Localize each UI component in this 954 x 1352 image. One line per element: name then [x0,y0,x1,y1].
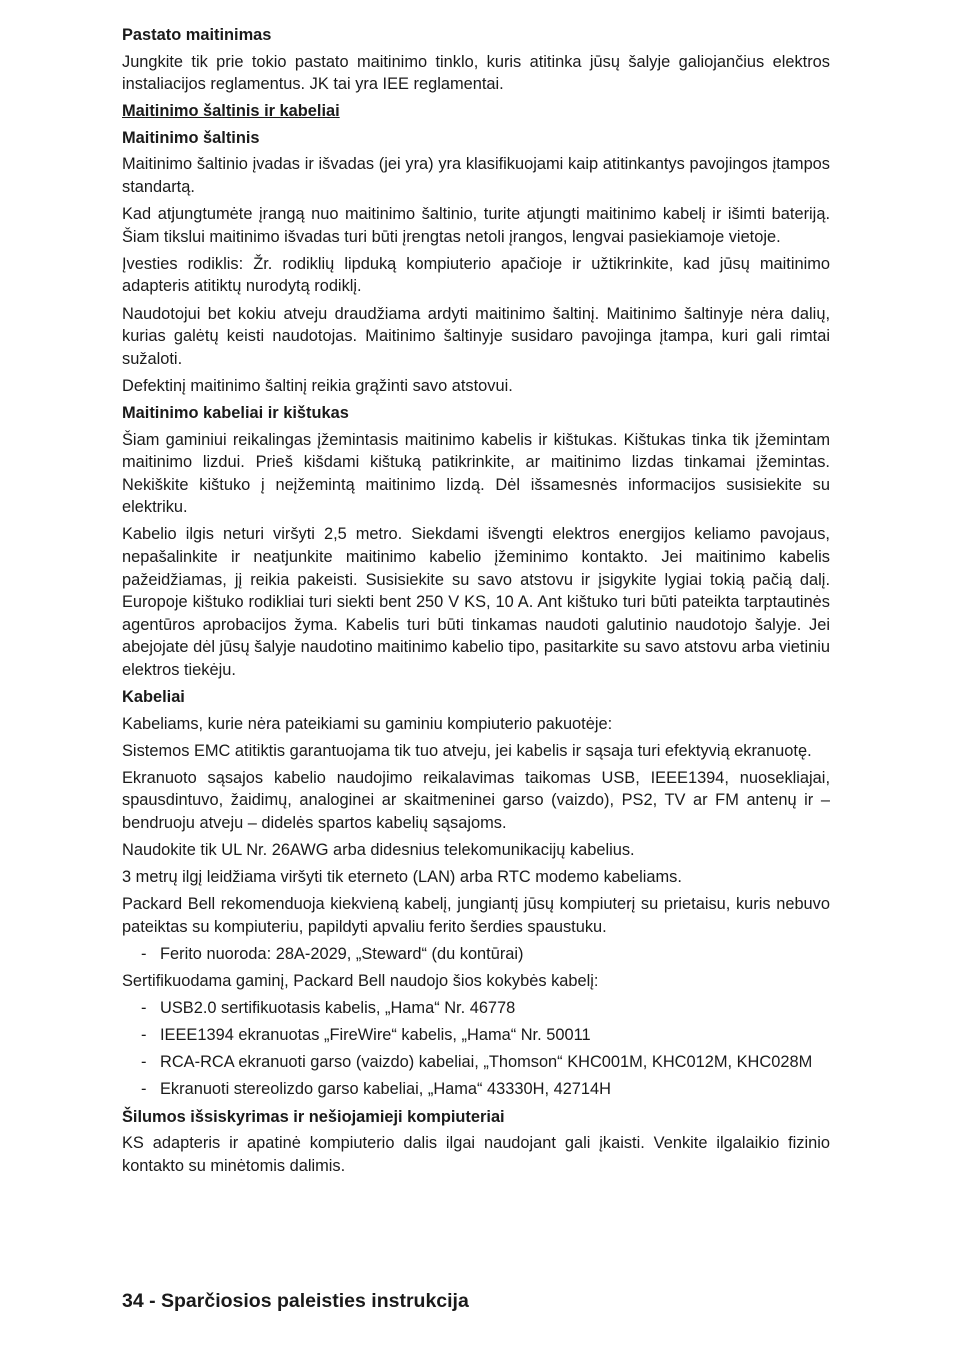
list-item: - RCA-RCA ekranuoti garso (vaizdo) kabeliai, „Thomson“ KHC001M, KHC012M, KHC028M [122,1051,830,1074]
paragraph: Kabeliams, kurie nėra pateikiami su gaminiu kompiuterio pakuotėje: [122,714,613,733]
paragraph: Packard Bell rekomenduoja kiekvieną kabelį, jungiantį jūsų kompiuterį su prietaisu, kuris nebuvo pateiktas su kompiuteriu, papildyti apvaliu ferito šerdies spaustuku. [122,895,830,936]
list-item: - Ferito nuoroda: 28A-2029, „Steward“ (du kontūrai) [122,943,830,966]
paragraph: Sertifikuodama gaminį, Packard Bell naudojo šios kokybės kabelį: [122,972,599,991]
section-heading: Pastato maitinimas [122,26,272,44]
list-item: - Ekranuoti stereolizdo garso kabeliai, „Hama“ 43330H, 42714H [122,1078,830,1101]
paragraph: KS adapteris ir apatinė kompiuterio dalis ilgai naudojant gali įkaisti. Venkite ilgalaikio fizinio kontakto su minėtomis dalimis. [122,1134,830,1175]
paragraph: Sistemos EMC atitiktis garantuojama tik tuo atveju, jei kabelis ir sąsaja turi efektyvią ekranuotę. [122,741,812,760]
paragraph: Defektinį maitinimo šaltinį reikia grąžinti savo atstovui. [122,376,513,395]
bullet-list [122,997,830,1101]
paragraph: Naudotojui bet kokiu atveju draudžiama ardyti maitinimo šaltinį. Maitinimo šaltinyje nėra dalių, kurias galėtų keisti naudotojas. Maitinimo šaltinyje susidaro pavojinga įtampa, kuri gali rimtai sužaloti. [122,304,830,368]
paragraph: 3 metrų ilgį leidžiama viršyti tik eterneto (LAN) arba RTC modemo kabeliams. [122,868,682,887]
paragraph: Jungkite tik prie tokio pastato maitinimo tinklo, kuris atitinka jūsų šalyje galiojančius elektros instaliacijos reglamentus. JK tai yra IEE reglamentai. [122,52,830,94]
page-footer: 34 - Sparčiosios paleisties instrukcija [122,1290,469,1312]
list-item: - IEEE1394 ekranuotas „FireWire“ kabelis, „Hama“ Nr. 50011 [122,1024,830,1047]
document-page [122,24,830,1182]
paragraph: Naudokite tik UL Nr. 26AWG arba didesnius telekomunikacijų kabelius. [122,841,635,860]
paragraph: Kabelio ilgis neturi viršyti 2,5 metro. Siekdami išvengti elektros energijos keliamo pavojaus, nepašalinkite ir neatjunkite maitinimo kabelio įžeminimo kontakto. Jei maitinimo kabelis pažeidžiamas, jį reikia pakeisti. Susisiekite su savo atstovu ir įsigykite lygiai tokią pačią dalį. Europoje kištuko rodikliai turi siekti bent 250 V KS, 10 A. Ant kištuko turi būti pateikta tarptautinės agentūros aprobacijos žyma. Kabelis turi būti tinkamas naudoti galutinio naudotojo šalyje. Jei abejojate dėl jūsų šalyje naudotino maitinimo kabelio tipo, pasitarkite su savo atstovu arba vietiniu elektros tiekėju. [122,525,830,679]
section-heading: Šilumos išsiskyrimas ir nešiojamieji kompiuteriai [122,1107,505,1126]
paragraph: Įvesties rodiklis: Žr. rodiklių lipduką kompiuterio apačioje ir užtikrinkite, kad jūsų maitinimo adapteris atitiktų nurodytą rodiklį. [122,254,830,296]
section-heading: Maitinimo kabeliai ir kištukas [122,403,349,422]
section-heading: Maitinimo šaltinis ir kabeliai [122,102,340,121]
paragraph: Šiam gaminiui reikalingas įžemintasis maitinimo kabelis ir kištukas. Kištukas tinka tik įžemintam maitinimo lizdui. Prieš kišdami kištuką patikrinkite, ar maitinimo lizdas tinkamai įžemintas. Nekiškite kištuko į neįžemintą maitinimo lizdą. Dėl išsamesnės informacijos susisiekite su elektriku. [122,430,830,517]
paragraph: Ekranuoto sąsajos kabelio naudojimo reikalavimas taikomas USB, IEEE1394, nuosekliajai, spausdintuvo, žaidimų, analoginei ar skaitmeninei garso (vaizdo), PS2, TV ar FM antenų ir – bendruoju atveju – didelės spartos kabelių sąsajoms. [122,768,830,832]
list-item: - USB2.0 sertifikuotasis kabelis, „Hama“ Nr. 46778 [122,997,830,1020]
paragraph: Kad atjungtumėte įrangą nuo maitinimo šaltinio, turite atjungti maitinimo kabelį ir išimti bateriją. Šiam tikslui maitinimo išvadas turi būti įrengtas netoli įrangos, lengvai pasiekiamoje vietoje. [122,205,830,246]
section-heading: Maitinimo šaltinis [122,128,260,147]
section-heading: Kabeliai [122,688,185,707]
bullet-list [122,943,830,966]
paragraph: Maitinimo šaltinio įvadas ir išvadas (jei yra) yra klasifikuojami kaip atitinkantys pavojingos įtampos standartą. [122,155,830,197]
